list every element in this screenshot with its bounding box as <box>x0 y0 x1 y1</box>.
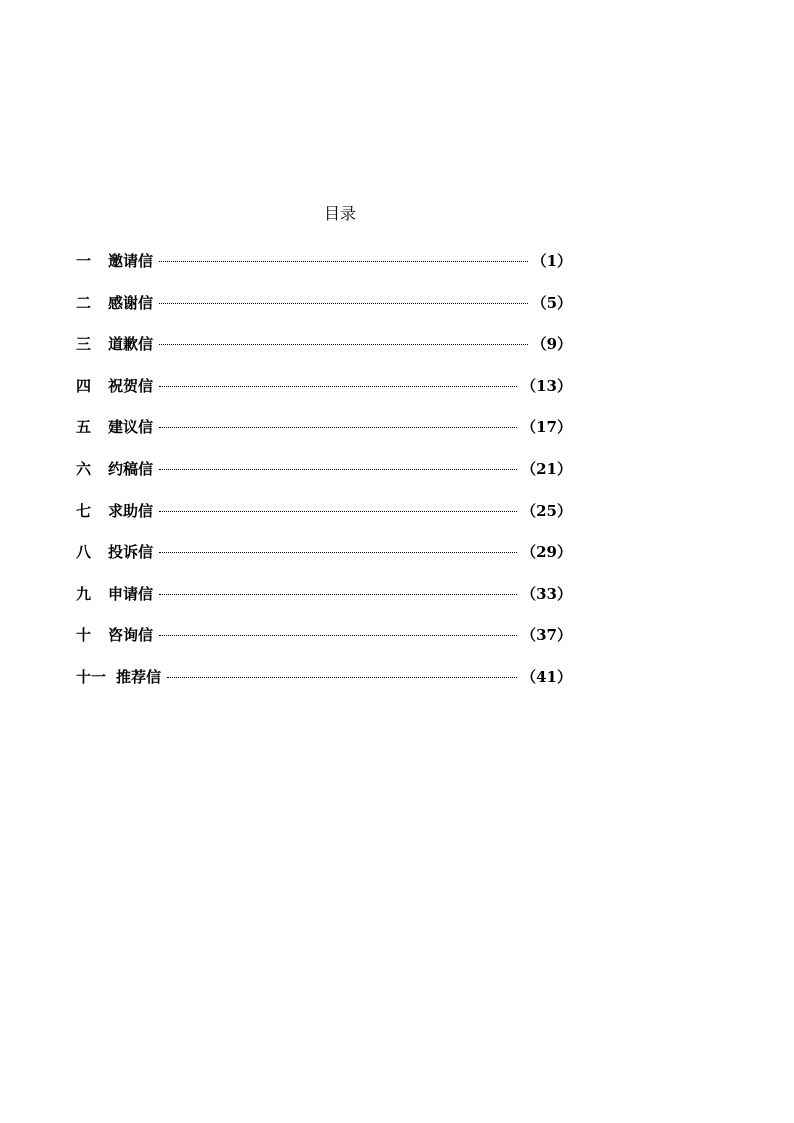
toc-entry-page: （1） <box>531 252 572 270</box>
toc-entry-number: 十 <box>76 626 92 645</box>
toc-entry-number: 五 <box>76 418 92 437</box>
toc-entry-page: （37） <box>521 626 572 645</box>
toc-entry-page: （33） <box>521 584 572 603</box>
toc-entry-number: 九 <box>76 584 92 603</box>
toc-entry-number: 六 <box>76 459 92 478</box>
toc-entry-label: 推荐信 <box>116 667 162 686</box>
toc-entry-page: （21） <box>521 459 572 478</box>
toc-leader-dots <box>159 511 517 512</box>
toc-entry[interactable] <box>76 333 572 375</box>
toc-entry-page: （9） <box>531 335 572 354</box>
toc-leader-dots <box>159 635 517 636</box>
toc-entry[interactable] <box>76 250 572 292</box>
toc-entry-page: （41） <box>521 667 572 686</box>
toc-title: 目录 <box>323 204 356 223</box>
toc-leader-dots <box>159 552 517 553</box>
toc-entry[interactable] <box>76 416 572 458</box>
toc-list <box>76 250 572 708</box>
toc-entry-label: 咨询信 <box>108 626 154 645</box>
toc-entry[interactable] <box>76 583 572 625</box>
toc-entry-label: 建议信 <box>108 418 154 437</box>
toc-leader-dots <box>159 303 528 304</box>
toc-entry-number: 三 <box>76 335 92 354</box>
toc-entry-number: 十一 <box>76 667 107 686</box>
toc-entry-number: 四 <box>76 376 92 395</box>
toc-entry[interactable] <box>76 624 572 666</box>
toc-entry-number: 八 <box>76 543 92 562</box>
toc-entry-page: （13） <box>521 376 572 395</box>
toc-entry-number: 七 <box>76 501 92 520</box>
toc-entry-label: 求助信 <box>108 501 154 520</box>
toc-entry-page: （25） <box>521 501 572 520</box>
toc-entry[interactable] <box>76 375 572 417</box>
toc-entry-page: （29） <box>521 543 572 562</box>
toc-entry[interactable] <box>76 666 572 708</box>
toc-entry-label: 祝贺信 <box>108 376 154 395</box>
toc-leader-dots <box>159 594 517 595</box>
toc-entry-label: 申请信 <box>108 584 154 603</box>
toc-entry-label: 道歉信 <box>108 335 154 354</box>
toc-entry-label: 约稿信 <box>108 459 154 478</box>
toc-entry-number: 一 <box>76 252 92 270</box>
toc-leader-dots <box>167 677 517 678</box>
toc-leader-dots <box>159 427 517 428</box>
toc-entry-label: 邀请信 <box>108 252 154 270</box>
toc-entry[interactable] <box>76 541 572 583</box>
toc-entry-label: 投诉信 <box>108 543 154 562</box>
toc-entry-label: 感谢信 <box>108 293 154 312</box>
toc-entry-page: （17） <box>521 418 572 437</box>
toc-leader-dots <box>159 344 528 345</box>
toc-entry-page: （5） <box>531 293 572 312</box>
toc-leader-dots <box>159 469 517 470</box>
toc-entry[interactable] <box>76 500 572 542</box>
toc-entry[interactable] <box>76 292 572 334</box>
toc-entry[interactable] <box>76 458 572 500</box>
toc-leader-dots <box>159 386 517 387</box>
toc-leader-dots <box>159 261 528 262</box>
toc-entry-number: 二 <box>76 293 92 312</box>
